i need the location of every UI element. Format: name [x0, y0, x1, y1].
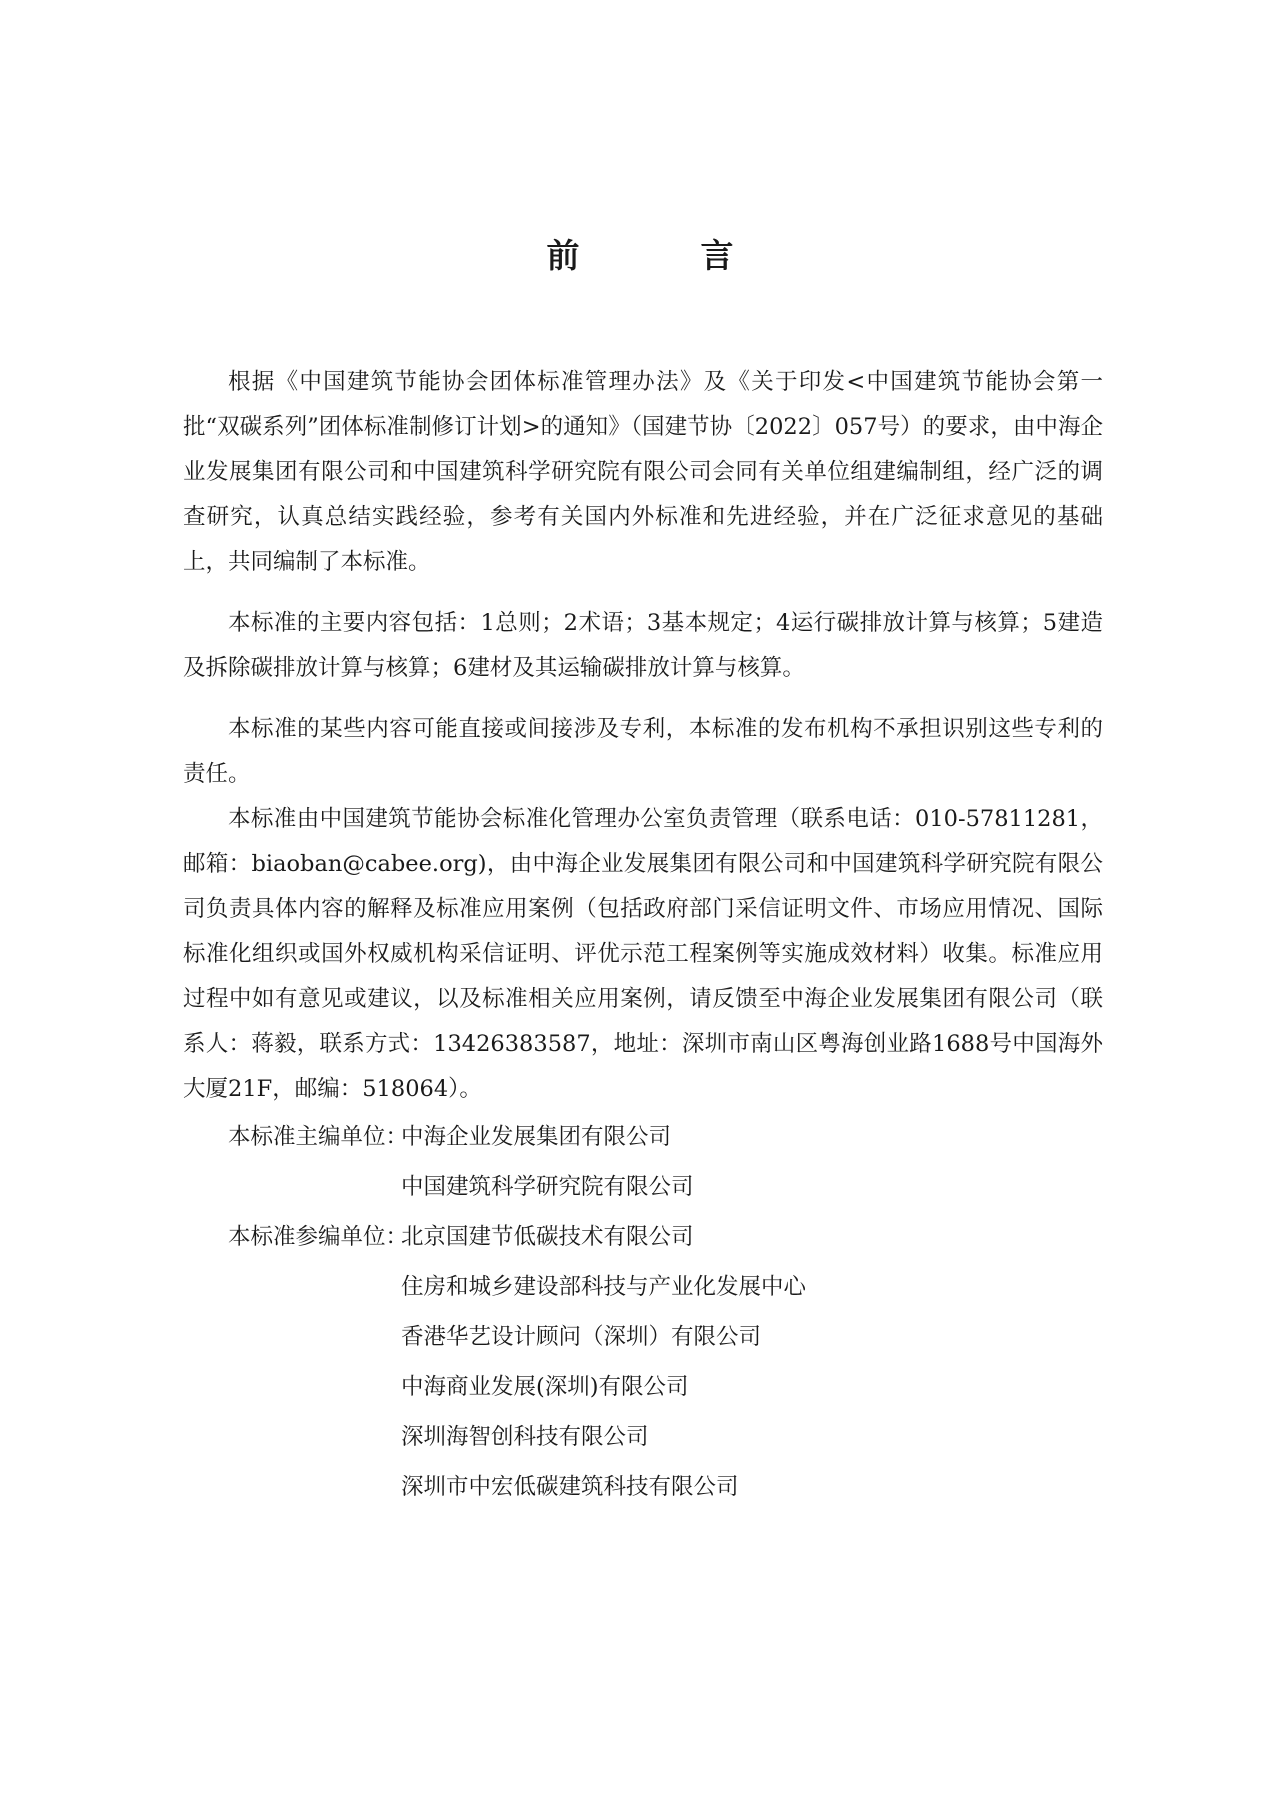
paragraph-contents: 本标准的主要内容包括：1总则；2术语；3基本规定；4运行碳排放计算与核算；5建造及拆除碳排放计算与核算；6建材及其运输碳排放计算与核算。	[183, 610, 1103, 681]
paragraph-basis: 根据《中国建筑节能协会团体标准管理办法》及《关于印发<中国建筑节能协会第一批“双碳系列”团体标准制修订计划>的通知》（国建节协〔2022〕057号）的要求，由中海企业发展集团有限公司和中国建筑科学研究院有限公司会同有关单位组建编制组，经广泛的调查研究，认真总结实践经验，参考有关国内外标准和先进经验，并在广泛征求意见的基础上，共同编制了本标准。	[183, 369, 1103, 575]
chief-units	[183, 1112, 1103, 1212]
unit-name: 香港华艺设计顾问（深圳）有限公司	[401, 1324, 762, 1350]
page-title: 前 言	[546, 236, 778, 275]
unit-name: 深圳市中宏低碳建筑科技有限公司	[401, 1474, 739, 1500]
unit-name: 中海企业发展集团有限公司	[401, 1124, 672, 1150]
unit-name: 中国建筑科学研究院有限公司	[401, 1174, 694, 1200]
paragraph-management: 本标准由中国建筑节能协会标准化管理办公室负责管理（联系电话：010-57811281，邮箱：biaoban@cabee.org)，由中海企业发展集团有限公司和中国建筑科学研究院有限公司负责具体内容的解释及标准应用案例（包括政府部门采信证明文件、市场应用情况、国际标准化组织或国外权威机构采信证明、评优示范工程案例等实施成效材料）收集。标准应用过程中如有意见或建议，以及标准相关应用案例，请反馈至中海企业发展集团有限公司（联系人：蒋毅，联系方式：13426383587，地址：深圳市南山区粤海创业路1688号中国海外大厦21F，邮编：518064）。	[183, 806, 1103, 1102]
participating-units-label: 本标准参编单位：	[228, 1224, 409, 1250]
participating-units-list	[401, 1212, 806, 1512]
chief-units-list	[401, 1112, 694, 1212]
unit-name: 北京国建节低碳技术有限公司	[401, 1224, 694, 1250]
unit-name: 深圳海智创科技有限公司	[401, 1424, 649, 1450]
chief-units-label: 本标准主编单位：	[228, 1124, 409, 1150]
unit-name: 住房和城乡建设部科技与产业化发展中心	[401, 1274, 807, 1300]
participating-units	[183, 1212, 1103, 1512]
units-section	[183, 1112, 1103, 1512]
paragraph-patent: 本标准的某些内容可能直接或间接涉及专利，本标准的发布机构不承担识别这些专利的责任。	[183, 716, 1103, 787]
unit-name: 中海商业发展(深圳)有限公司	[401, 1374, 689, 1400]
preface-body	[183, 360, 1103, 1512]
